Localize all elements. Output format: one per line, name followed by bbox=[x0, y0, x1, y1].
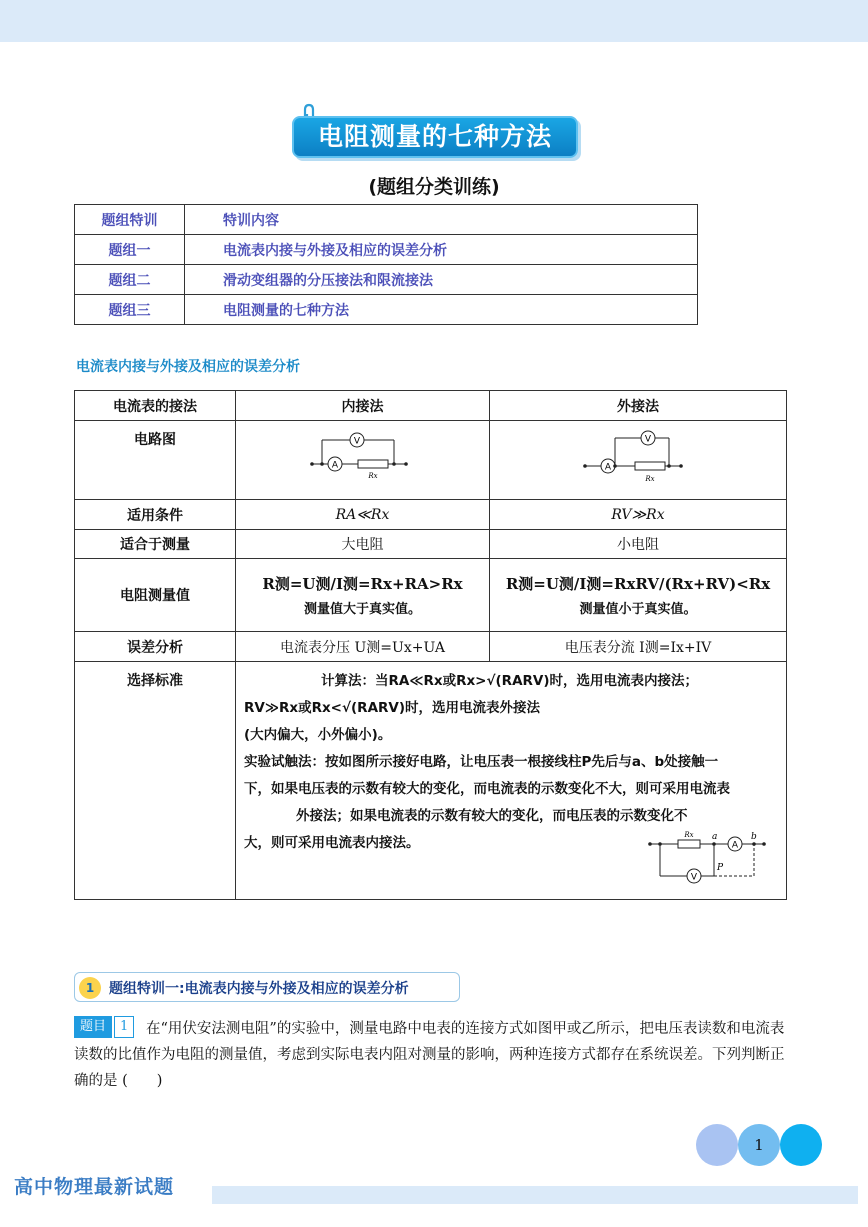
table-cell: 题组三 bbox=[75, 295, 185, 325]
table-cell bbox=[236, 421, 490, 500]
resistor-label: Rx bbox=[684, 831, 694, 839]
table-row bbox=[75, 421, 787, 500]
footer-bar bbox=[212, 1186, 858, 1204]
table-cell bbox=[490, 421, 787, 500]
criteria-line: 外接法；如果电流表的示数有较大的变化，而电压表的示数变化不 bbox=[296, 808, 688, 824]
table-cell: 误差分析 bbox=[75, 632, 236, 662]
top-band bbox=[0, 0, 868, 42]
section-bar bbox=[74, 972, 460, 1002]
resistor-label: Rx bbox=[367, 472, 378, 480]
page-subtitle: (题组分类训练) bbox=[368, 176, 500, 198]
table-row bbox=[75, 205, 698, 235]
outer-note: 测量值小于真实值。 bbox=[579, 602, 697, 617]
voltmeter-label: V bbox=[690, 872, 698, 883]
question-label: 题目 bbox=[74, 1016, 112, 1038]
table-row bbox=[75, 632, 787, 662]
outer-formula: R测=U测/I测=RxRV/(Rx+RV)<Rx bbox=[505, 575, 771, 593]
section-number-badge: 1 bbox=[79, 977, 101, 999]
question-text: 在“用伏安法测电阻”的实验中，测量电路中电表的连接方式如图甲或乙所示，把电压表读数和电流表读数的比值作为电阻的测量值，考虑到实际电表内阻对测量的影响，两种连接方式都存在系统误差。下列判断正确的是 ( ) bbox=[74, 1021, 785, 1089]
table-row bbox=[75, 500, 787, 530]
criteria-line: (大内偏大，小外偏小)。 bbox=[244, 727, 392, 743]
table-row bbox=[75, 235, 698, 265]
table-cell: 电流表分压 U测=Ux+UA bbox=[236, 632, 490, 662]
comparison-table bbox=[74, 390, 787, 900]
inner-formula: R测=U测/I测=Rx+RA>Rx bbox=[262, 575, 463, 593]
table-header: 外接法 bbox=[490, 391, 787, 421]
voltmeter-label: V bbox=[353, 436, 360, 447]
toc-table bbox=[74, 204, 698, 325]
table-cell: 电阻测量的七种方法 bbox=[185, 295, 698, 325]
table-row bbox=[75, 391, 787, 421]
table-cell: 适合于测量 bbox=[75, 530, 236, 559]
section-heading: 电流表内接与外接及相应的误差分析 bbox=[76, 359, 300, 375]
ammeter-label: A bbox=[331, 460, 338, 471]
question-tag bbox=[74, 1016, 134, 1038]
table-cell: 题组一 bbox=[75, 235, 185, 265]
table-cell: 电流表内接与外接及相应的误差分析 bbox=[185, 235, 698, 265]
table-cell: 题组二 bbox=[75, 265, 185, 295]
table-cell: 滑动变组器的分压接法和限流接法 bbox=[185, 265, 698, 295]
table-row bbox=[75, 265, 698, 295]
point-a-label: a bbox=[712, 832, 718, 842]
criteria-line: 下，如果电压表的示数有较大的变化，而电流表的示数变化不大，则可采用电流表 bbox=[244, 781, 730, 797]
table-row bbox=[75, 295, 698, 325]
table-header: 电流表的接法 bbox=[75, 391, 236, 421]
resistor-label: Rx bbox=[645, 475, 655, 483]
ammeter-label: A bbox=[604, 462, 612, 473]
table-cell: 电路图 bbox=[75, 421, 236, 500]
table-cell: 题组特训 bbox=[75, 205, 185, 235]
footer-logo: 高中物理最新试题 bbox=[14, 1176, 175, 1198]
question-number: 1 bbox=[114, 1016, 134, 1038]
table-cell bbox=[490, 559, 787, 632]
table-cell: 特训内容 bbox=[185, 205, 698, 235]
section-bar-title: 题组特训一:电流表内接与外接及相应的误差分析 bbox=[109, 981, 409, 997]
table-cell bbox=[236, 662, 787, 900]
inner-note: 测量值大于真实值。 bbox=[303, 602, 421, 617]
table-cell bbox=[236, 559, 490, 632]
criteria-line: 计算法：当RA≪Rx或Rx>√(RARV)时，选用电流表内接法； bbox=[321, 673, 699, 689]
point-p-label: P bbox=[717, 863, 724, 873]
table-cell: 小电阻 bbox=[490, 530, 787, 559]
table-row bbox=[75, 530, 787, 559]
table-cell: 大电阻 bbox=[236, 530, 490, 559]
table-cell: 电阻测量值 bbox=[75, 559, 236, 632]
trial-touch-circuit-diagram bbox=[646, 828, 776, 888]
criteria-line: RV≫Rx或Rx<√(RARV)时，选用电流表外接法 bbox=[244, 700, 541, 716]
decor-circle bbox=[696, 1124, 738, 1166]
table-cell: 电压表分流 I测=Ix+IV bbox=[490, 632, 787, 662]
table-row bbox=[75, 559, 787, 632]
inner-circuit-diagram bbox=[308, 428, 418, 488]
page-number: 1 bbox=[754, 1136, 764, 1154]
criteria-line: 大，则可采用电流表内接法。 bbox=[244, 835, 420, 851]
table-cell: RV≫Rx bbox=[490, 500, 787, 530]
criteria-line: 实验试触法：按如图所示接好电路，让电压表一根接线柱P先后与a、b处接触一 bbox=[244, 754, 719, 770]
page-title: 电阻测量的七种方法 bbox=[292, 116, 578, 158]
point-b-label: b bbox=[751, 832, 757, 842]
voltmeter-label: V bbox=[644, 434, 652, 445]
decor-circle bbox=[780, 1124, 822, 1166]
table-row bbox=[75, 662, 787, 900]
table-header: 内接法 bbox=[236, 391, 490, 421]
table-cell: RA≪Rx bbox=[236, 500, 490, 530]
ammeter-label: A bbox=[731, 840, 739, 851]
table-cell: 适用条件 bbox=[75, 500, 236, 530]
outer-circuit-diagram bbox=[583, 426, 693, 490]
table-cell: 选择标准 bbox=[75, 662, 236, 900]
